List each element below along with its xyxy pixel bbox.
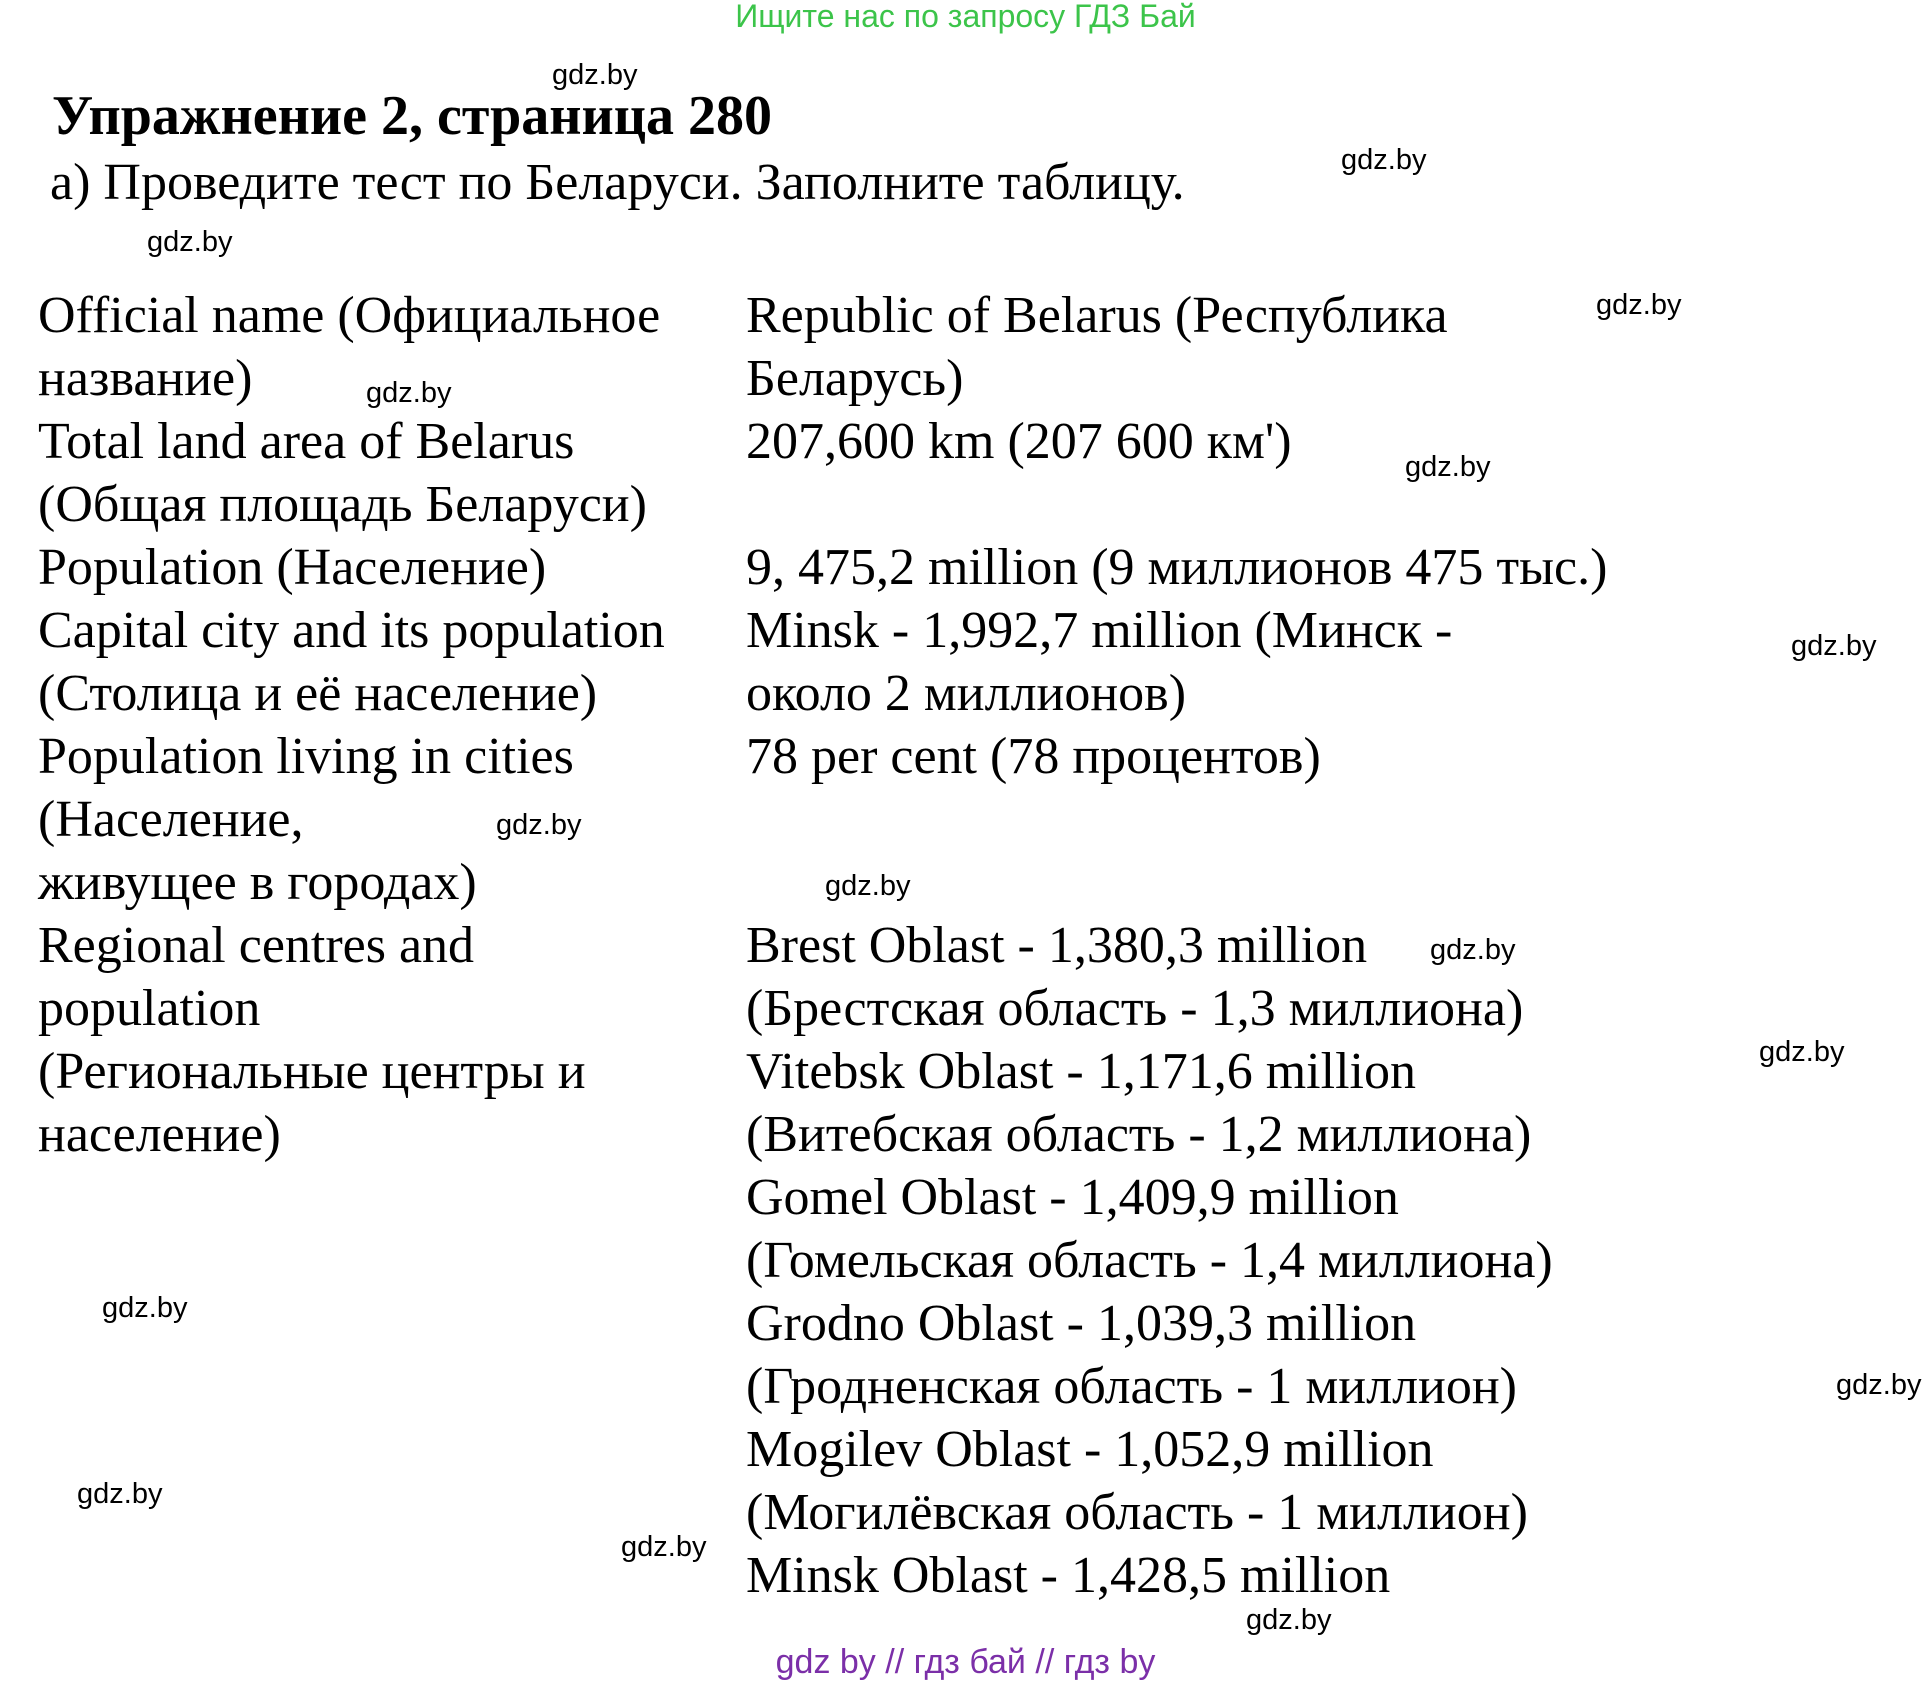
region-brest-ru: (Брестская область - 1,3 миллиона) xyxy=(746,980,1524,1037)
watermark: gdz.by xyxy=(1341,144,1427,176)
watermark: gdz.by xyxy=(1405,451,1491,483)
watermark: gdz.by xyxy=(621,1531,707,1563)
row-regions-label-line2: population xyxy=(38,980,261,1037)
watermark: gdz.by xyxy=(366,377,452,409)
region-grodno: Grodno Oblast - 1,039,3 million xyxy=(746,1295,1417,1352)
row-official-name-value-line1: Republic of Belarus (Республика xyxy=(746,287,1448,344)
region-grodno-ru: (Гродненская область - 1 миллион) xyxy=(746,1358,1517,1415)
watermark: gdz.by xyxy=(552,59,638,91)
exercise-instruction: а) Проведите тест по Беларуси. Заполните таблицу. xyxy=(50,154,1185,211)
region-vitebsk-ru: (Витебская область - 1,2 миллиона) xyxy=(746,1106,1532,1163)
page-title: Упражнение 2, страница 280 xyxy=(52,85,773,147)
footer-links: gdz by // гдз бай // гдз by xyxy=(775,1643,1156,1681)
region-mogilev-ru: (Могилёвская область - 1 миллион) xyxy=(746,1484,1528,1541)
row-urban-value: 78 per cent (78 процентов) xyxy=(746,728,1321,785)
row-capital-value-line1: Minsk - 1,992,7 million (Минск - xyxy=(746,602,1453,659)
row-official-name-value-line2: Беларусь) xyxy=(746,350,964,407)
watermark: gdz.by xyxy=(1759,1036,1845,1068)
row-official-name-label-line1: Official name (Официальное xyxy=(38,287,661,344)
row-urban-label-line3: живущее в городах) xyxy=(38,854,477,911)
watermark: gdz.by xyxy=(1246,1604,1332,1636)
row-land-area-label-line1: Total land area of Belarus xyxy=(38,413,575,470)
watermark: gdz.by xyxy=(1836,1369,1922,1401)
region-minsk: Minsk Oblast - 1,428,5 million xyxy=(746,1547,1391,1604)
region-gomel: Gomel Oblast - 1,409,9 million xyxy=(746,1169,1399,1226)
row-land-area-label-line2: (Общая площадь Беларуси) xyxy=(38,476,647,533)
row-population-value: 9, 475,2 million (9 миллионов 475 тыс.) xyxy=(746,539,1608,596)
row-population-label: Population (Население) xyxy=(38,539,547,596)
watermark: gdz.by xyxy=(825,870,911,902)
watermark: gdz.by xyxy=(1430,934,1516,966)
watermark: gdz.by xyxy=(1596,289,1682,321)
watermark: gdz.by xyxy=(77,1478,163,1510)
top-banner: Ищите нас по запросу ГДЗ Бай xyxy=(735,0,1196,34)
watermark: gdz.by xyxy=(1791,630,1877,662)
region-mogilev: Mogilev Oblast - 1,052,9 million xyxy=(746,1421,1434,1478)
row-regions-label-line3: (Региональные центры и xyxy=(38,1043,586,1100)
row-land-area-value: 207,600 km (207 600 км') xyxy=(746,413,1292,470)
row-regions-label-line4: население) xyxy=(38,1106,281,1163)
watermark: gdz.by xyxy=(147,226,233,258)
row-regions-label-line1: Regional centres and xyxy=(38,917,475,974)
region-brest: Brest Oblast - 1,380,3 million xyxy=(746,917,1368,974)
watermark: gdz.by xyxy=(102,1292,188,1324)
row-capital-label-line2: (Столица и её население) xyxy=(38,665,598,722)
watermark: gdz.by xyxy=(496,809,582,841)
region-gomel-ru: (Гомельская область - 1,4 миллиона) xyxy=(746,1232,1553,1289)
region-vitebsk: Vitebsk Oblast - 1,171,6 million xyxy=(746,1043,1416,1100)
row-capital-value-line2: около 2 миллионов) xyxy=(746,665,1187,722)
row-official-name-label-line2: название) xyxy=(38,350,253,407)
row-urban-label-line1: Population living in cities xyxy=(38,728,574,785)
row-capital-label-line1: Capital city and its population xyxy=(38,602,665,659)
row-urban-label-line2: (Население, xyxy=(38,791,304,848)
